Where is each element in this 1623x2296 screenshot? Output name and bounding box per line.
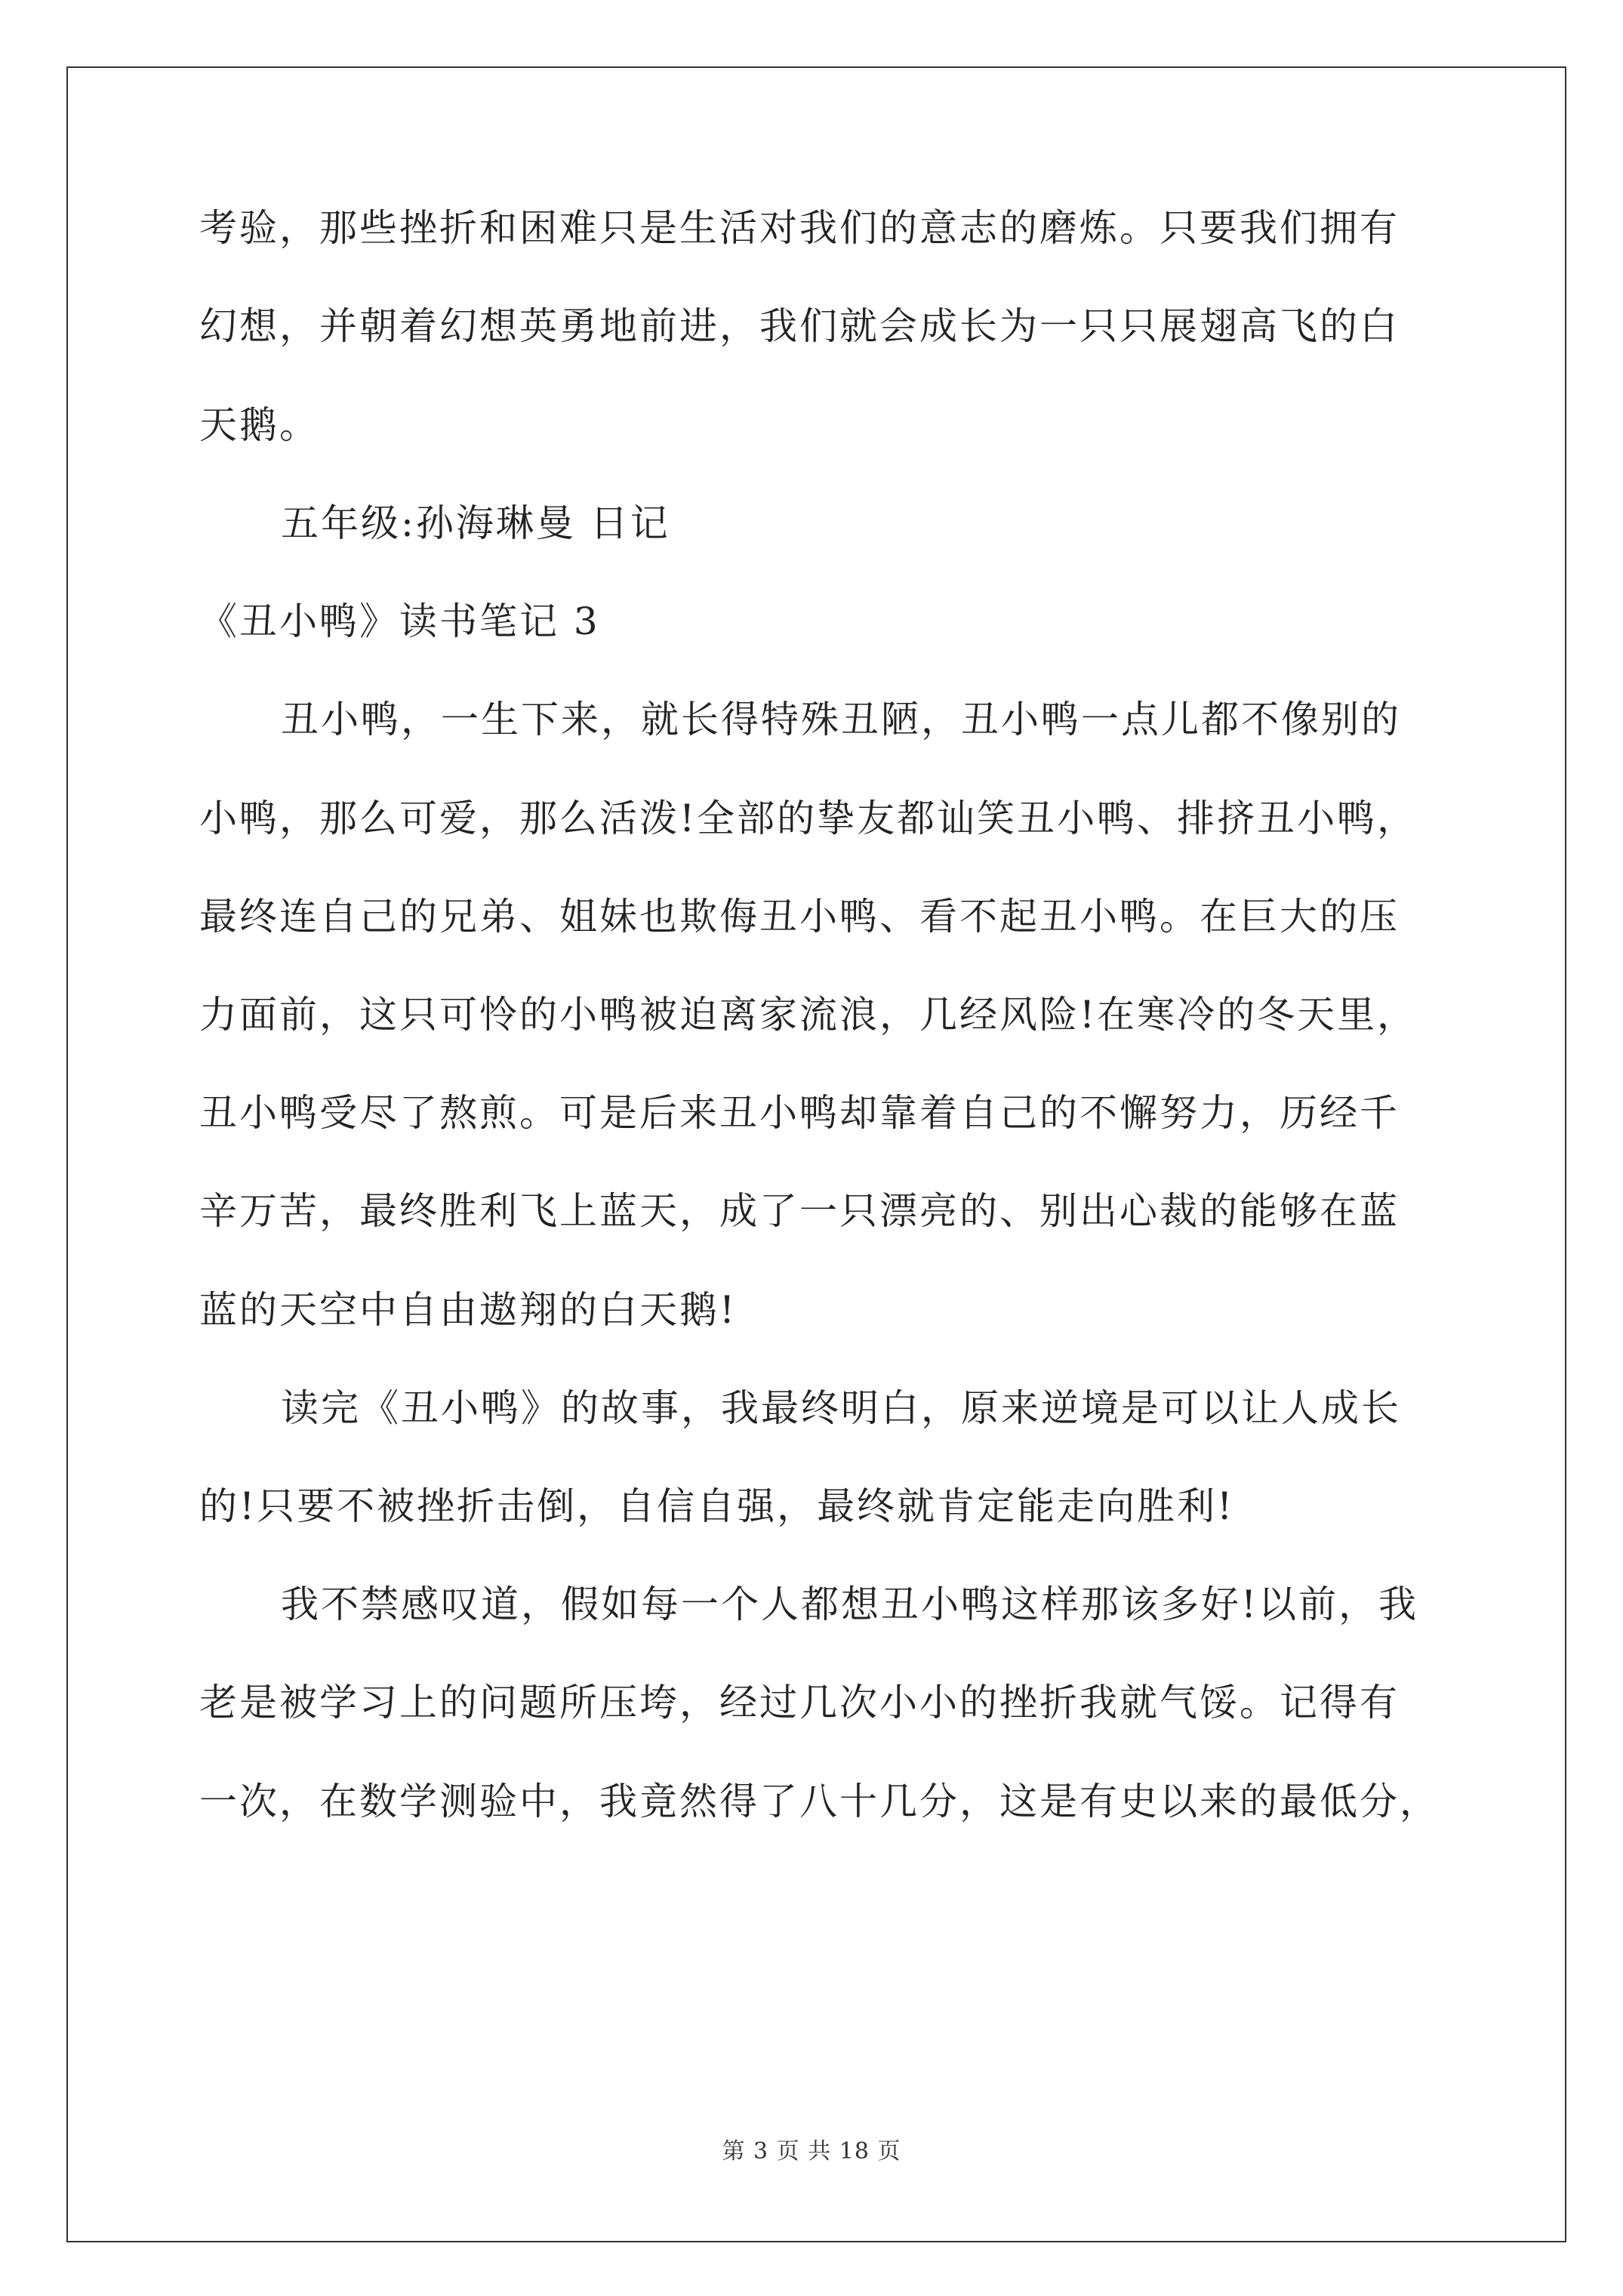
paragraph-line: 蓝的天空中自由遨翔的白天鹅! [199, 1288, 738, 1332]
section-heading: 《丑小鸭》读书笔记 3 [199, 599, 600, 643]
author-line: 五年级:孙海琳曼 日记 [281, 501, 670, 545]
paragraph-line: 幻想，并朝着幻想英勇地前进，我们就会成长为一只只展翅高飞的白 [199, 304, 1400, 348]
paragraph-line: 辛万苦，最终胜利飞上蓝天，成了一只漂亮的、别出心裁的能够在蓝 [199, 1189, 1400, 1233]
page-border [66, 66, 1566, 2242]
paragraph-line: 最终连自己的兄弟、姐妹也欺侮丑小鸭、看不起丑小鸭。在巨大的压 [199, 895, 1400, 938]
paragraph-line: 的!只要不被挫折击倒，自信自强，最终就肯定能走向胜利! [199, 1484, 1235, 1528]
paragraph-line: 小鸭，那么可爱，那么活泼!全部的挚友都讪笑丑小鸭、排挤丑小鸭， [199, 797, 1418, 840]
paragraph-line: 丑小鸭受尽了熬煎。可是后来丑小鸭却靠着自己的不懈努力，历经千 [199, 1091, 1400, 1135]
paragraph-line: 丑小鸭，一生下来，就长得特殊丑陋，丑小鸭一点儿都不像别的 [281, 698, 1401, 741]
paragraph-line: 力面前，这只可怜的小鸭被迫离家流浪，几经风险!在寒冷的冬天里， [199, 993, 1418, 1037]
paragraph-line: 老是被学习上的问题所压垮，经过几次小小的挫折我就气馁。记得有 [199, 1681, 1400, 1724]
paragraph-line: 一次，在数学测验中，我竟然得了八十几分，这是有史以来的最低分， [199, 1780, 1440, 1823]
paragraph-line: 考验，那些挫折和困难只是生活对我们的意志的磨炼。只要我们拥有 [199, 206, 1400, 250]
paragraph-line: 天鹅。 [199, 403, 319, 447]
page-number: 第 3 页 共 18 页 [722, 2138, 901, 2165]
paragraph-line: 读完《丑小鸭》的故事，我最终明白，原来逆境是可以让人成长 [281, 1386, 1401, 1430]
paragraph-line: 我不禁感叹道，假如每一个人都想丑小鸭这样那该多好!以前，我 [281, 1583, 1419, 1626]
